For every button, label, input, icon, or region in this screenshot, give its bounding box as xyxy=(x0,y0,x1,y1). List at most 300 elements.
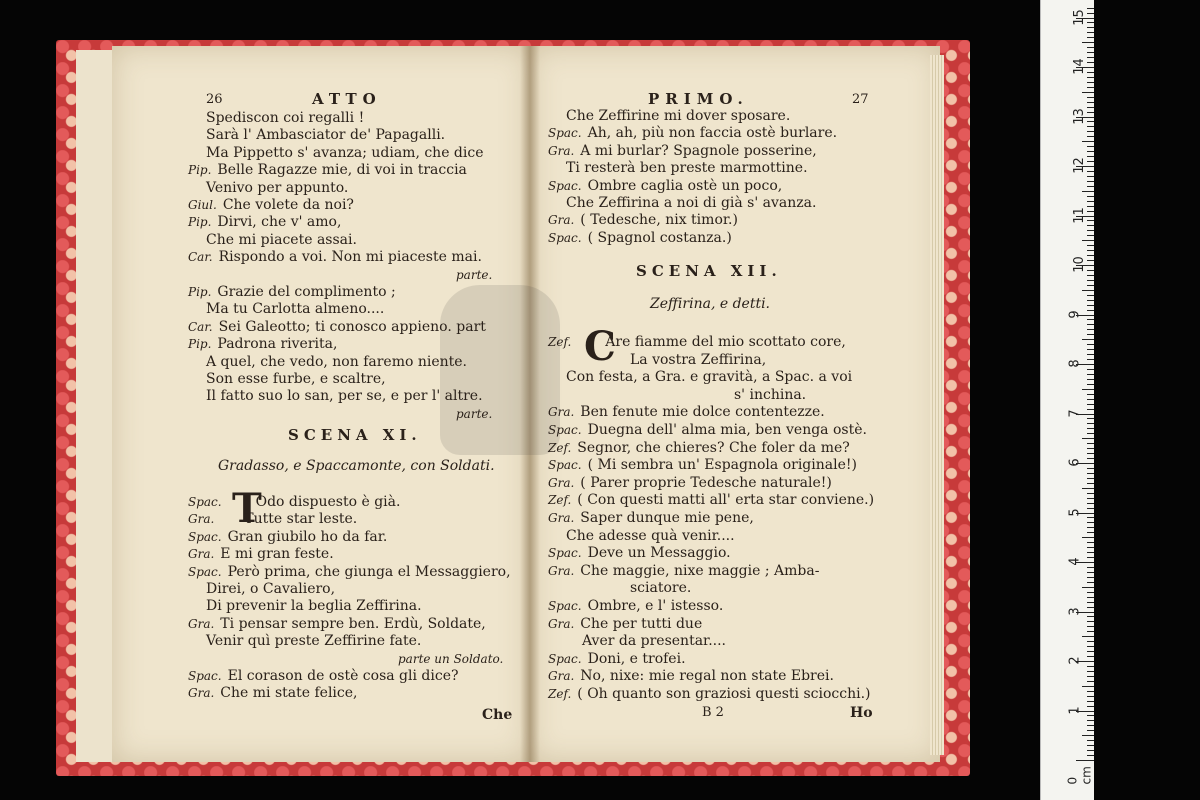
text-line xyxy=(630,580,691,598)
ruler-tick xyxy=(1087,404,1094,405)
text-line xyxy=(206,127,445,145)
ruler-tick xyxy=(1087,394,1094,395)
line-text: Direi, o Cavaliero, xyxy=(206,581,336,597)
page-number-right: 27 xyxy=(852,92,869,107)
ruler-tick xyxy=(1087,448,1094,449)
text-line xyxy=(548,545,731,563)
speaker-label: Pip. xyxy=(188,337,212,352)
speaker-label: Gra. xyxy=(548,475,575,490)
characters-left: Gradasso, e Spaccamonte, con Soldati. xyxy=(218,458,495,474)
ruler-tick xyxy=(1082,587,1094,588)
running-header-right: PRIMO. xyxy=(648,90,749,108)
text-line xyxy=(548,422,867,440)
ruler-tick xyxy=(1087,493,1094,494)
ruler-tick xyxy=(1087,57,1094,58)
ruler-tick xyxy=(1087,171,1094,172)
speaker-label: Spac. xyxy=(188,564,222,579)
line-text: Che Zeffirina a noi di già s' avanza. xyxy=(566,195,817,211)
ruler-tick xyxy=(1087,374,1094,375)
ruler-tick xyxy=(1087,725,1094,726)
ruler-tick xyxy=(1087,161,1094,162)
text-line xyxy=(548,143,817,161)
ruler-tick xyxy=(1087,552,1094,553)
line-text: Che mi piacete assai. xyxy=(206,231,357,248)
ruler-number: 4 xyxy=(1067,557,1083,566)
line-text: Are fiamme del mio scottato core, xyxy=(605,334,846,350)
text-line xyxy=(188,685,357,703)
speaker-label: Spac. xyxy=(548,651,582,666)
ruler-tick xyxy=(1087,542,1094,543)
speaker-label: Spac. xyxy=(548,458,582,473)
ruler-tick xyxy=(1087,77,1094,78)
ruler-tick xyxy=(1087,220,1094,221)
ruler-tick xyxy=(1087,517,1094,518)
ruler-tick xyxy=(1087,112,1094,113)
ruler-tick xyxy=(1087,359,1094,360)
line-text: No, nixe: mie regal non state Ebrei. xyxy=(580,668,834,685)
ruler-tick xyxy=(1087,443,1094,444)
ruler-tick xyxy=(1087,602,1094,603)
ruler-tick xyxy=(1087,503,1094,504)
line-text: Dirvi, che v' amo, xyxy=(217,214,342,231)
ruler-tick xyxy=(1082,141,1094,142)
ruler-tick xyxy=(1087,641,1094,642)
ruler-tick xyxy=(1087,458,1094,459)
ruler-tick xyxy=(1087,453,1094,454)
text-line xyxy=(206,633,421,651)
ruler-tick xyxy=(1087,354,1094,355)
ruler-number: 2 xyxy=(1067,656,1083,665)
ruler-tick xyxy=(1087,384,1094,385)
line-text: sciatore. xyxy=(630,580,692,597)
ruler-tick xyxy=(1087,423,1094,424)
scene-title-left: SCENA XI. xyxy=(288,426,422,444)
ruler-tick xyxy=(1082,290,1094,291)
ruler-tick xyxy=(1087,206,1094,207)
ruler-tick xyxy=(1087,151,1094,152)
text-line xyxy=(548,651,686,669)
ruler-tick xyxy=(1087,280,1094,281)
ruler-tick xyxy=(1087,715,1094,716)
ruler-tick xyxy=(1087,369,1094,370)
text-line xyxy=(566,369,852,387)
ruler-tick xyxy=(1087,47,1094,48)
text-line xyxy=(548,475,832,493)
text-line xyxy=(566,528,735,546)
text-line xyxy=(206,354,467,372)
ruler-tick xyxy=(1087,498,1094,499)
ruler-tick xyxy=(1087,626,1094,627)
line-text: ( Oh quanto son graziosi questi sciocchi.) xyxy=(577,686,871,702)
ruler-number: 10 xyxy=(1071,256,1087,273)
ruler-tick xyxy=(1087,592,1094,593)
text-line xyxy=(188,494,400,512)
ruler-tick xyxy=(1087,646,1094,647)
line-text: Che adesse quà venir.... xyxy=(566,527,735,544)
text-line xyxy=(734,387,806,405)
ruler-tick xyxy=(1087,176,1094,177)
ruler-tick xyxy=(1087,270,1094,271)
line-text: Padrona riverita, xyxy=(217,336,338,353)
ruler-tick xyxy=(1082,339,1094,340)
ruler-number: 7 xyxy=(1067,408,1083,418)
ruler-tick xyxy=(1087,131,1094,132)
line-text: Spediscon coi regalli ! xyxy=(206,110,365,126)
text-line xyxy=(206,232,357,250)
ruler-tick xyxy=(1087,508,1094,509)
ruler-number: 13 xyxy=(1071,107,1087,125)
ruler-tick xyxy=(1087,730,1094,731)
text-line xyxy=(548,616,702,634)
text-line xyxy=(188,249,482,267)
line-text: Duegna dell' alma mia, ben venga ostè. xyxy=(587,422,867,438)
ruler-tick xyxy=(1087,181,1094,182)
ruler-tick xyxy=(1082,438,1094,439)
ruler-tick xyxy=(1087,418,1094,419)
ruler-tick xyxy=(1087,201,1094,202)
text-line xyxy=(398,651,503,669)
ruler-tick xyxy=(1087,409,1094,410)
ruler-tick xyxy=(1087,8,1094,9)
page-number-left: 26 xyxy=(206,92,223,107)
ruler-tick xyxy=(1087,532,1094,533)
line-text: Ti resterà ben preste marmottine. xyxy=(566,160,808,177)
ruler-tick xyxy=(1087,87,1094,88)
ruler-tick xyxy=(1087,275,1094,276)
ruler-tick xyxy=(1087,651,1094,652)
speaker-label: Gra. xyxy=(548,563,575,578)
ruler-unit-label: 0 cm xyxy=(1065,766,1094,785)
ruler-number: 3 xyxy=(1067,606,1083,616)
ruler-tick xyxy=(1082,537,1094,538)
line-text: Venivo per appunto. xyxy=(206,179,349,196)
ruler-tick xyxy=(1087,616,1094,617)
speaker-label: Gra. xyxy=(188,686,215,701)
ruler-tick xyxy=(1087,13,1094,14)
ruler-tick xyxy=(1087,250,1094,251)
text-line xyxy=(188,616,486,634)
line-text: ( Spagnol costanza.) xyxy=(587,229,732,246)
speaker-label: Zef. xyxy=(548,493,572,508)
text-line xyxy=(206,581,335,599)
line-text: Son esse furbe, e scaltre, xyxy=(206,371,386,387)
ruler-tick xyxy=(1082,488,1094,489)
ruler-tick xyxy=(1087,72,1094,73)
line-text: ( Con questi matti all' erta star conviene.) xyxy=(577,492,875,509)
speaker-label: Gra. xyxy=(548,405,575,420)
line-text: Sei Galeotto; ti conosco appieno. part xyxy=(218,318,486,335)
line-text: Ben fenute mie dolce contentezze. xyxy=(580,404,825,421)
text-line xyxy=(188,336,337,354)
text-line xyxy=(566,108,790,126)
speaker-label: Gra. xyxy=(548,143,575,158)
line-text: ( Mi sembra un' Espagnola originale!) xyxy=(587,457,857,474)
line-text: parte. xyxy=(456,406,493,421)
speaker-label: Spac. xyxy=(548,178,582,193)
ruler-number: 11 xyxy=(1071,206,1087,224)
text-line xyxy=(188,529,387,547)
ruler-tick xyxy=(1087,483,1094,484)
ruler-tick xyxy=(1087,27,1094,28)
ruler-number: 12 xyxy=(1071,157,1087,174)
line-text: Sarà l' Ambasciator de' Papagalli. xyxy=(206,127,446,144)
line-text: Però prima, che giunga el Messaggiero, xyxy=(227,563,511,580)
text-line xyxy=(548,404,825,422)
ruler-number: 5 xyxy=(1067,507,1083,517)
speaker-label: Gra. xyxy=(188,547,215,562)
ruler-tick xyxy=(1087,156,1094,157)
line-text: Che per tutti due xyxy=(580,615,703,632)
line-text: Ombre, e l' istesso. xyxy=(587,598,724,614)
speaker-label: Spac. xyxy=(188,529,222,544)
ruler-tick xyxy=(1087,522,1094,523)
catchword-right: Ho xyxy=(850,705,873,721)
text-line xyxy=(548,563,819,581)
ruler-tick xyxy=(1087,671,1094,672)
text-line xyxy=(188,511,357,529)
ruler-tick xyxy=(1087,235,1094,236)
running-header-left: ATTO xyxy=(312,90,382,108)
ruler-tick xyxy=(1087,577,1094,578)
ruler-tick xyxy=(1087,745,1094,746)
text-line xyxy=(582,633,726,651)
line-text: Gran giubilo ho da far. xyxy=(227,528,388,545)
text-line xyxy=(548,125,837,143)
speaker-label: Spac. xyxy=(548,423,582,437)
page-edges xyxy=(930,55,944,755)
ruler-tick xyxy=(1087,557,1094,558)
text-line xyxy=(206,110,364,128)
ruler-tick xyxy=(1087,22,1094,23)
text-line xyxy=(188,546,334,564)
speaker-label: Pip. xyxy=(188,285,212,299)
speaker-label: Spac. xyxy=(188,495,222,509)
text-line xyxy=(630,352,766,370)
text-line xyxy=(548,510,754,528)
ruler-tick xyxy=(1087,706,1094,707)
ruler-tick xyxy=(1087,399,1094,400)
speaker-label: Gra. xyxy=(548,511,575,525)
ruler-tick xyxy=(1082,636,1094,637)
ruler-tick xyxy=(1076,760,1094,761)
line-text: Rispondo a voi. Non mi piaceste mai. xyxy=(218,249,482,266)
speaker-label: Pip. xyxy=(188,163,212,178)
ruler-tick xyxy=(1087,567,1094,568)
ruler-tick xyxy=(1087,582,1094,583)
line-text: Segnor, che chieres? Che foler da me? xyxy=(577,439,850,456)
text-line xyxy=(456,406,492,424)
text-line xyxy=(548,440,850,458)
ruler-number: 6 xyxy=(1067,458,1083,467)
ruler-tick xyxy=(1087,255,1094,256)
speaker-label: Pip. xyxy=(188,215,212,230)
ruler-tick xyxy=(1087,527,1094,528)
line-text: ( Tedesche, nix timor.) xyxy=(580,212,738,229)
signature-mark: B 2 xyxy=(702,705,724,720)
text-line xyxy=(206,180,348,198)
speaker-label: Spac. xyxy=(548,126,582,141)
text-line xyxy=(456,267,492,285)
ruler-tick xyxy=(1087,121,1094,122)
ruler-tick xyxy=(1087,334,1094,335)
ruler-tick xyxy=(1087,319,1094,320)
ruler-tick xyxy=(1087,547,1094,548)
ruler-tick xyxy=(1087,324,1094,325)
ruler-tick xyxy=(1087,310,1094,311)
ruler-number: 15 xyxy=(1071,8,1087,26)
ruler-tick xyxy=(1087,285,1094,286)
ruler-tick xyxy=(1087,478,1094,479)
ruler-tick xyxy=(1087,97,1094,98)
text-line xyxy=(188,162,467,180)
line-text: Grazie del complimento ; xyxy=(217,284,396,300)
dropcap-right: C xyxy=(584,323,616,370)
line-text: A mi burlar? Spagnole posserine, xyxy=(580,142,817,159)
line-text: La vostra Zeffirina, xyxy=(630,351,767,368)
line-text: Che maggie, nixe maggie ; Amba- xyxy=(580,562,820,579)
ruler-tick xyxy=(1087,62,1094,63)
ruler-tick xyxy=(1087,146,1094,147)
ruler-number: 14 xyxy=(1071,58,1087,75)
ruler-tick xyxy=(1082,735,1094,736)
catchword-left: Che xyxy=(482,707,513,723)
text-line xyxy=(548,492,874,510)
ruler-tick xyxy=(1087,572,1094,573)
ruler-tick xyxy=(1087,211,1094,212)
ruler-tick xyxy=(1087,676,1094,677)
line-text: Deve un Messaggio. xyxy=(587,545,731,562)
line-text: Ma Pippetto s' avanza; udiam, che dice xyxy=(206,144,484,161)
line-text: Odo dispuesto è già. xyxy=(255,494,401,510)
text-line xyxy=(548,178,782,196)
speaker-label: Gra. xyxy=(548,213,575,228)
speaker-label: Gra. xyxy=(188,512,215,527)
line-text: Aver da presentar.... xyxy=(582,633,726,650)
ruler-tick xyxy=(1087,136,1094,137)
ruler-tick xyxy=(1087,52,1094,53)
ruler-tick xyxy=(1087,260,1094,261)
speaker-label: Car. xyxy=(188,250,213,265)
text-line xyxy=(566,195,816,213)
ruler-tick xyxy=(1087,230,1094,231)
ruler-tick xyxy=(1087,37,1094,38)
line-text: Venir quì preste Zeffirine fate. xyxy=(206,633,422,650)
speaker-label: Gra. xyxy=(548,669,575,684)
text-line xyxy=(548,230,732,248)
line-text: parte un Soldato. xyxy=(398,651,504,666)
ruler-tick xyxy=(1087,329,1094,330)
ruler-tick xyxy=(1087,666,1094,667)
speaker-label: Spac. xyxy=(548,546,582,561)
line-text: parte. xyxy=(456,267,493,282)
speaker-label: Car. xyxy=(188,319,213,334)
ruler-tick xyxy=(1087,82,1094,83)
text-line xyxy=(548,334,846,352)
ruler-tick xyxy=(1087,102,1094,103)
ruler-tick xyxy=(1082,389,1094,390)
ruler-tick xyxy=(1087,349,1094,350)
line-text: E mi gran feste. xyxy=(220,546,334,563)
text-line xyxy=(548,212,738,230)
speaker-label: Gra. xyxy=(548,616,575,631)
ruler-tick xyxy=(1087,305,1094,306)
text-line xyxy=(206,371,386,389)
speaker-label: Zef. xyxy=(548,687,572,701)
line-text: Ma tu Carlotta almeno.... xyxy=(206,301,385,318)
line-text: Che volete da noi? xyxy=(222,197,354,213)
ruler-tick xyxy=(1087,656,1094,657)
text-line xyxy=(548,668,834,686)
text-line xyxy=(566,160,808,178)
scene-title-right: SCENA XII. xyxy=(636,262,782,280)
line-text: Ombre caglia ostè un poco, xyxy=(587,177,783,194)
text-line xyxy=(188,284,396,302)
ruler-tick xyxy=(1082,686,1094,687)
line-text: Doni, e trofei. xyxy=(587,650,686,667)
line-text: Il fatto suo lo san, per se, e per l' altre. xyxy=(206,388,483,405)
ruler-tick xyxy=(1087,107,1094,108)
line-text: ( Parer proprie Tedesche naturale!) xyxy=(580,474,832,491)
line-text: Con festa, a Gra. e gravità, a Spac. a voi xyxy=(566,369,853,386)
text-line xyxy=(206,388,483,406)
line-text: El corason de ostè cosa gli dice? xyxy=(227,668,459,684)
ruler-number: 9 xyxy=(1067,309,1083,319)
ruler-tick xyxy=(1087,701,1094,702)
ruler-tick xyxy=(1087,607,1094,608)
speaker-label: Giul. xyxy=(188,198,217,212)
ruler-tick xyxy=(1082,42,1094,43)
ruler-tick xyxy=(1087,631,1094,632)
ruler-tick xyxy=(1087,696,1094,697)
ruler-tick xyxy=(1087,720,1094,721)
ruler-tick xyxy=(1087,433,1094,434)
ruler-tick xyxy=(1087,300,1094,301)
ruler-number: 8 xyxy=(1067,359,1083,368)
speaker-label: Spac. xyxy=(548,599,582,613)
ruler-tick xyxy=(1087,473,1094,474)
text-line xyxy=(548,686,870,704)
ruler-tick xyxy=(1087,196,1094,197)
text-line xyxy=(188,214,341,232)
ruler-tick xyxy=(1087,597,1094,598)
ruler-tick xyxy=(1087,344,1094,345)
ruler-tick xyxy=(1082,92,1094,93)
ruler-tick xyxy=(1087,681,1094,682)
line-text: Saper dunque mie pene, xyxy=(580,510,754,526)
line-text: Belle Ragazze mie, di voi in traccia xyxy=(217,162,467,179)
line-text: Tutte star leste. xyxy=(244,511,358,528)
ruler-tick xyxy=(1082,191,1094,192)
ruler-tick xyxy=(1087,225,1094,226)
ruler-tick xyxy=(1087,245,1094,246)
line-text: A quel, che vedo, non faremo niente. xyxy=(206,353,468,370)
text-line xyxy=(188,197,354,215)
text-line xyxy=(548,598,723,616)
ruler-tick xyxy=(1087,379,1094,380)
ruler-tick xyxy=(1087,428,1094,429)
line-text: Ti pensar sempre ben. Erdù, Soldate, xyxy=(220,615,486,632)
text-line xyxy=(206,301,384,319)
ruler-tick xyxy=(1087,750,1094,751)
speaker-label: Spac. xyxy=(548,230,582,245)
text-line xyxy=(188,668,459,686)
ruler-tick xyxy=(1087,295,1094,296)
speaker-label: Zef. xyxy=(548,440,572,455)
ruler-tick xyxy=(1087,755,1094,756)
ruler-tick xyxy=(1087,740,1094,741)
speaker-label: Spac. xyxy=(188,669,222,683)
text-line xyxy=(548,457,857,475)
